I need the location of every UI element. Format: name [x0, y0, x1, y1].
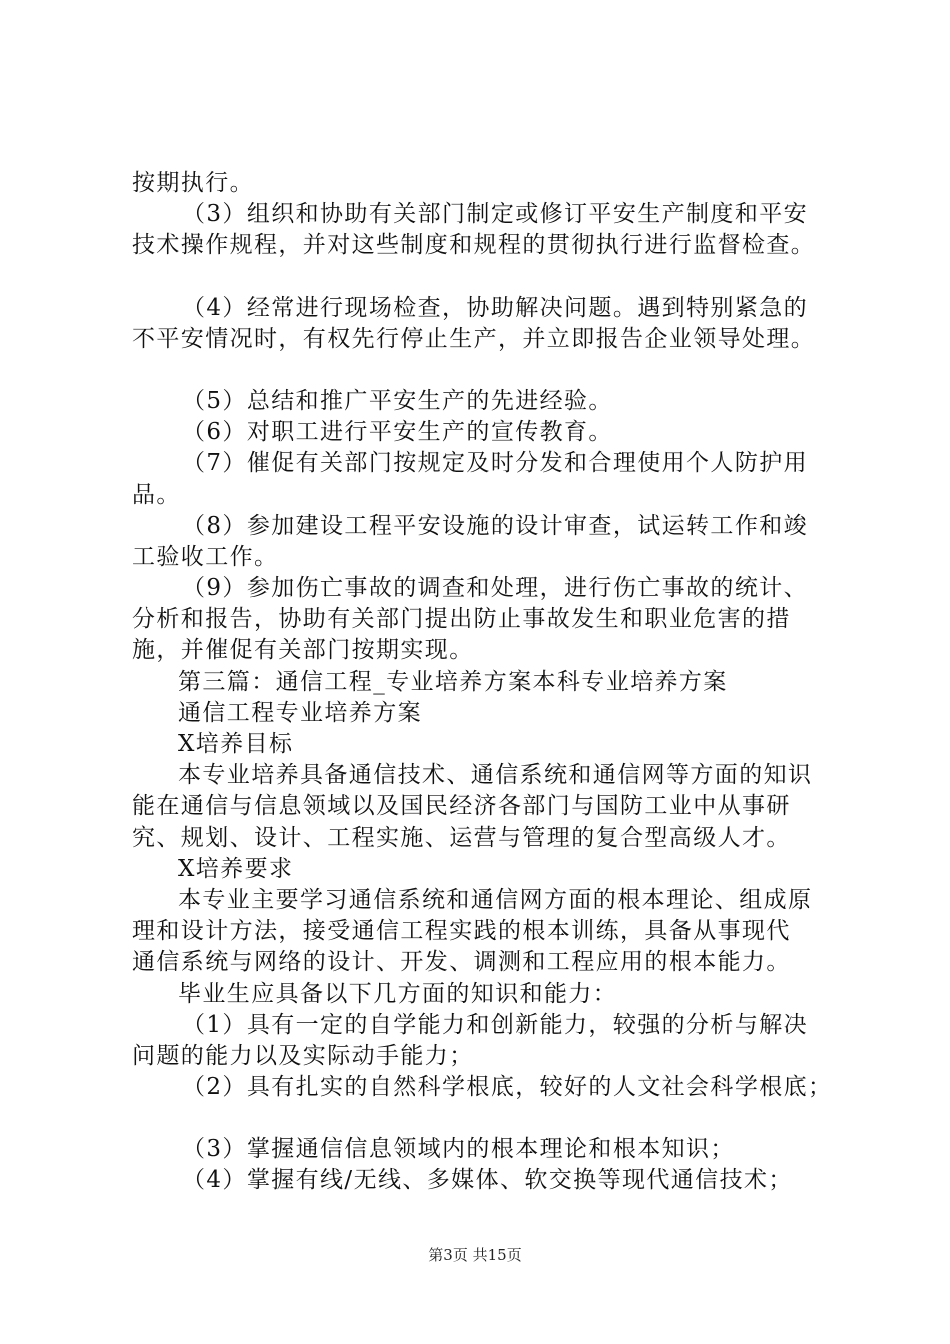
text-line: 理和设计方法，接受通信工程实践的根本训练，具备从事现代: [132, 918, 791, 945]
text-line: 能在通信与信息领域以及国民经济各部门与国防工业中从事研: [132, 793, 791, 820]
paragraph-gap: [132, 1103, 852, 1134]
text-line: 问题的能力以及实际动手能力；: [132, 1042, 474, 1069]
paragraph-gap: [132, 355, 852, 386]
document-body: [132, 168, 852, 1197]
text-line: 施，并催促有关部门按期实现。: [132, 637, 474, 664]
text-line: 工验收工作。: [132, 543, 279, 570]
text-line: 究、规划、设计、工程实施、运营与管理的复合型高级人才。: [132, 824, 791, 851]
paragraph-gap: [132, 262, 852, 293]
text-line: （6）对职工进行平安生产的宣传教育。: [182, 419, 613, 446]
section-heading: 通信工程专业培养方案: [178, 699, 422, 726]
text-line: 毕业生应具备以下几方面的知识和能力：: [178, 980, 618, 1007]
text-line: （3）掌握通信信息领域内的根本理论和根本知识；: [182, 1136, 735, 1163]
text-line: （4）掌握有线/无线、多媒体、软交换等现代通信技术；: [182, 1167, 793, 1194]
text-line: 通信系统与网络的设计、开发、调测和工程应用的根本能力。: [132, 949, 791, 976]
text-line: 品。: [132, 481, 181, 508]
text-line: （4）经常进行现场检查，协助解决问题。遇到特别紧急的: [182, 294, 809, 321]
text-line: （7）催促有关部门按规定及时分发和合理使用个人防护用: [182, 450, 809, 477]
text-line: （9）参加伤亡事故的调查和处理，进行伤亡事故的统计、: [182, 575, 809, 602]
text-line: 分析和报告，协助有关部门提出防止事故发生和职业危害的措: [132, 606, 791, 633]
text-line: （5）总结和推广平安生产的先进经验。: [182, 387, 613, 414]
text-line: （3）组织和协助有关部门制定或修订平安生产制度和平安: [182, 201, 809, 228]
text-line: 本专业培养具备通信技术、通信系统和通信网等方面的知识: [178, 762, 813, 789]
text-line: （1）具有一定的自学能力和创新能力，较强的分析与解决: [182, 1011, 809, 1038]
text-line: 不平安情况时，有权先行停止生产，并立即报告企业领导处理。: [132, 325, 816, 352]
text-line: 按期执行。: [132, 170, 254, 196]
section-heading: 第三篇：通信工程_专业培养方案本科专业培养方案: [178, 668, 728, 695]
text-line: （2）具有扎实的自然科学根底，较好的人文社会科学根底；: [182, 1074, 833, 1101]
section-heading: X培养目标: [178, 731, 294, 757]
text-line: （8）参加建设工程平安设施的设计审查，试运转工作和竣: [182, 512, 809, 539]
text-line: 本专业主要学习通信系统和通信网方面的根本理论、组成原: [178, 886, 813, 913]
section-heading: X培养要求: [178, 855, 294, 882]
page-footer: 第3页 共15页: [428, 1246, 522, 1264]
text-line: 技术操作规程，并对这些制度和规程的贯彻执行进行监督检查。: [132, 232, 816, 259]
